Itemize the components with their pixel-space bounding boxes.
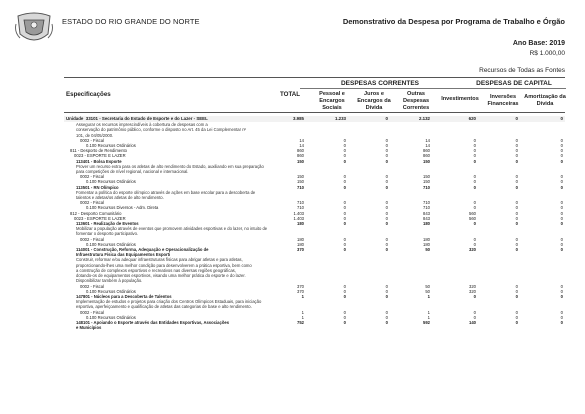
cell-inversoes: 0	[515, 184, 518, 190]
cell-investimentos: 320	[469, 247, 476, 253]
description-text: dotando-os de equipamentos esportivos, visando uma melhor prática do esporte e do lazer.	[76, 273, 246, 279]
cell-amortizacao: 0	[560, 283, 563, 289]
cell-juros: 0	[385, 179, 388, 185]
cell-amortizacao: 0	[560, 200, 563, 206]
group-despesas-correntes: DESPESAS CORRENTES	[340, 80, 420, 87]
row-label: 0.100 Recursos Ordinários	[86, 314, 136, 320]
cell-total: 14	[299, 143, 304, 149]
cell-amortizacao: 0	[560, 205, 563, 211]
cell-outras: 710	[423, 205, 430, 211]
row-label: 0002 - Fiscal	[80, 174, 104, 180]
cell-pessoal: 0	[343, 179, 346, 185]
cell-outras: 50	[425, 283, 430, 289]
cell-outras: 180	[423, 221, 430, 227]
row-label: 0.100 Recursos Ordinários	[86, 179, 136, 185]
document-title: Demonstrativo da Despesa por Programa de Trabalho e Órgão	[342, 17, 565, 26]
cell-pessoal: 0	[343, 215, 346, 221]
col-juros: Juros e Encargos da Dívida	[357, 91, 391, 111]
cell-investimentos: 140	[469, 319, 476, 325]
cell-inversoes: 0	[515, 236, 518, 242]
resource-source: Recursos de Todas as Fontes	[479, 67, 565, 74]
state-name: ESTADO DO RIO GRANDE DO NORTE	[62, 17, 200, 26]
unit-juros: 0	[348, 116, 390, 122]
unit-inversoes: 0	[478, 116, 520, 122]
description-text: 101, de 04/05/2000.	[76, 132, 114, 138]
cell-inversoes: 0	[515, 143, 518, 149]
cell-amortizacao: 0	[560, 319, 563, 325]
cell-juros: 0	[385, 153, 388, 159]
cell-outras: 150	[423, 158, 430, 164]
cell-outras: 50	[425, 288, 430, 294]
cell-total: 1	[301, 309, 304, 315]
cell-investimentos: 0	[473, 184, 476, 190]
cell-inversoes: 0	[515, 148, 518, 154]
cell-pessoal: 0	[343, 184, 346, 190]
cell-amortizacao: 0	[560, 309, 563, 315]
cell-pessoal: 0	[343, 153, 346, 159]
cell-pessoal: 0	[343, 148, 346, 154]
value-unit: R$ 1.000,00	[529, 50, 565, 57]
cell-outras: 710	[423, 200, 430, 206]
description-text: Prover um recurso extra para os atletas de alto rendimento do Estado, auxiliando em sua preparação	[76, 163, 264, 169]
cell-investimentos: 0	[473, 158, 476, 164]
row-label: 0.100 Recursos Ordinários	[86, 241, 136, 247]
cell-outras: 843	[423, 215, 430, 221]
cell-amortizacao: 0	[560, 221, 563, 227]
cell-juros: 0	[385, 309, 388, 315]
cell-investimentos: 0	[473, 314, 476, 320]
unit-name: 33101 - Secretaria do Estado de Esporte e do Lazer - SEEL	[85, 116, 208, 121]
cell-juros: 0	[385, 215, 388, 221]
cell-total: 710	[297, 184, 304, 190]
col-investimentos: Investimentos	[441, 96, 479, 102]
cell-pessoal: 0	[343, 200, 346, 206]
col-outras: Outras Despesas Correntes	[402, 91, 430, 111]
cell-juros: 0	[385, 236, 388, 242]
cell-inversoes: 0	[515, 174, 518, 180]
row-label: 811 - Desporto de Rendimento	[70, 148, 127, 154]
cell-investimentos: 0	[473, 309, 476, 315]
cell-total: 752	[297, 319, 304, 325]
cell-inversoes: 0	[515, 314, 518, 320]
cell-outras: 860	[423, 153, 430, 159]
unit-outras: 2.132	[390, 116, 432, 122]
cell-pessoal: 0	[343, 247, 346, 253]
cell-amortizacao: 0	[560, 153, 563, 159]
cell-investimentos: 320	[469, 288, 476, 294]
cell-amortizacao: 0	[560, 247, 563, 253]
cell-juros: 0	[385, 314, 388, 320]
cell-amortizacao: 0	[560, 293, 563, 299]
cell-total: 14	[299, 137, 304, 143]
cell-inversoes	[478, 325, 520, 330]
cell-total: 1	[301, 293, 304, 299]
row-label: 113601 - Realização de Eventos	[76, 221, 139, 227]
cell-juros: 0	[385, 221, 388, 227]
cell-total	[260, 325, 306, 330]
cell-outras: 710	[423, 184, 430, 190]
cell-inversoes: 0	[515, 210, 518, 216]
col-inversoes: Inversões Financeiras	[487, 94, 519, 107]
row-label: 0002 - Fiscal	[80, 236, 104, 242]
cell-outras: 1	[427, 293, 430, 299]
description-text: para competições de nível regional, nacional e internacional.	[76, 169, 189, 175]
cell-pessoal: 0	[343, 205, 346, 211]
cell-inversoes: 0	[515, 309, 518, 315]
row-label: e Municípios	[76, 325, 102, 331]
row-label: 0002 - Fiscal	[80, 283, 104, 289]
state-crest-icon	[14, 10, 54, 46]
cell-juros: 0	[385, 148, 388, 154]
cell-amortizacao: 0	[560, 137, 563, 143]
cell-total: 710	[297, 200, 304, 206]
cell-total: 1.403	[293, 210, 304, 216]
cell-outras: 180	[423, 241, 430, 247]
unit-pessoal: 1.233	[306, 116, 348, 122]
description-text: Construir, reformar e/ou adequar infraestruturas físicas para abrigar atletas e para atletas,	[76, 257, 243, 263]
description-text: Disponibilizar também à população.	[76, 278, 143, 284]
cell-inversoes: 0	[515, 137, 518, 143]
cell-inversoes: 0	[515, 283, 518, 289]
cell-total: 150	[297, 179, 304, 185]
cell-amortizacao: 0	[560, 179, 563, 185]
cell-pessoal: 0	[343, 221, 346, 227]
cell-juros: 0	[385, 210, 388, 216]
row-label: 0023 - ESPORTE E LAZER	[74, 153, 126, 159]
row-label: 0023 - ESPORTE E LAZER	[74, 215, 126, 221]
cell-juros	[348, 325, 390, 330]
unit-amortizacao: 0	[520, 116, 565, 122]
description-text: conservação do patrimônio público, conforme o disposto no Art. 45 da Lei Complementar nº	[76, 127, 247, 133]
cell-outras: 14	[425, 143, 430, 149]
row-label: 113401 - Bolsa Esporte	[76, 158, 122, 164]
row-label: Infraestrutura Física das Equipamentos Esporti	[76, 252, 171, 258]
header-top-rule	[64, 77, 565, 78]
cell-pessoal	[306, 325, 348, 330]
cell-outras: 50	[425, 247, 430, 253]
cell-juros: 0	[385, 184, 388, 190]
description-text: Assegurar os recursos imprescindíveis à cobertura de despesas com a	[76, 122, 208, 128]
cell-amortizacao	[520, 325, 565, 330]
cell-inversoes: 0	[515, 205, 518, 211]
cell-pessoal: 0	[343, 283, 346, 289]
cell-investimentos: 0	[473, 200, 476, 206]
cell-inversoes: 0	[515, 179, 518, 185]
cell-juros: 0	[385, 293, 388, 299]
cell-pessoal: 0	[343, 309, 346, 315]
cell-amortizacao: 0	[560, 148, 563, 154]
cell-pessoal: 0	[343, 293, 346, 299]
cell-pessoal: 0	[343, 319, 346, 325]
cell-pessoal: 0	[343, 137, 346, 143]
action-row	[64, 325, 565, 330]
cell-total: 1.403	[293, 215, 304, 221]
cell-juros: 0	[385, 174, 388, 180]
cell-amortizacao: 0	[560, 174, 563, 180]
cell-juros: 0	[385, 158, 388, 164]
cell-pessoal: 0	[343, 288, 346, 294]
cell-total: 180	[297, 236, 304, 242]
cell-amortizacao: 0	[560, 143, 563, 149]
cell-inversoes: 0	[515, 247, 518, 253]
cell-amortizacao: 0	[560, 158, 563, 164]
cell-outras: 843	[423, 210, 430, 216]
header-bottom-rule	[64, 112, 565, 113]
cell-investimentos: 0	[473, 241, 476, 247]
ano-base: Ano Base: 2019	[512, 40, 565, 47]
cell-total: 370	[297, 288, 304, 294]
row-label: 113501 - RN Olímpico	[76, 184, 119, 190]
cell-investimentos: 0	[473, 174, 476, 180]
description-text: Mobilizar a população através de eventos que promovem atividades esportivas e do lazer, no intuito de	[76, 226, 268, 232]
cell-inversoes: 0	[515, 215, 518, 221]
cell-juros: 0	[385, 283, 388, 289]
cell-total: 150	[297, 158, 304, 164]
col-pessoal: Pessoal e Encargos Sociais	[319, 91, 345, 111]
cell-total: 1	[301, 314, 304, 320]
row-label: 148101 - Apoiando o Esporte através das Entidades Esportivas, Associações	[76, 319, 230, 325]
cell-juros: 0	[385, 137, 388, 143]
cell-outras: 860	[423, 148, 430, 154]
group-rule	[300, 88, 566, 89]
cell-amortizacao: 0	[560, 215, 563, 221]
cell-amortizacao: 0	[560, 184, 563, 190]
cell-total: 180	[297, 221, 304, 227]
cell-amortizacao: 0	[560, 210, 563, 216]
cell-total: 150	[297, 174, 304, 180]
cell-inversoes: 0	[515, 153, 518, 159]
cell-total: 370	[297, 283, 304, 289]
cell-outras: 150	[423, 174, 430, 180]
cell-outras: 150	[423, 179, 430, 185]
cell-total: 860	[297, 148, 304, 154]
cell-pessoal: 0	[343, 241, 346, 247]
cell-outras: 180	[423, 236, 430, 242]
unit-label: Unidade	[66, 116, 84, 121]
cell-inversoes: 0	[515, 293, 518, 299]
unit-investimentos: 620	[432, 116, 478, 122]
description-text: proporcionando-lhes uma melhor condição para desenvolverem a prática esportiva, bem como	[76, 262, 252, 268]
cell-total: 180	[297, 241, 304, 247]
cell-inversoes: 0	[515, 319, 518, 325]
description-text: esportiva, aperfeiçoamento e qualificação de atletas das categorias de base e alto rendimento.	[76, 304, 252, 310]
cell-investimentos: 560	[469, 215, 476, 221]
cell-investimentos: 0	[473, 205, 476, 211]
description-text: Implementação de estudos e projetos para criação dos Centros Olímpicos Estaduais, para iniciação	[76, 299, 262, 305]
cell-investimentos: 0	[473, 148, 476, 154]
cell-juros: 0	[385, 241, 388, 247]
cell-outras: 1	[427, 309, 430, 315]
row-label: 0.100 Recursos Ordinários	[86, 143, 136, 149]
cell-inversoes: 0	[515, 288, 518, 294]
cell-outras	[390, 325, 432, 330]
cell-juros: 0	[385, 247, 388, 253]
unit-total: 3.985	[260, 116, 306, 122]
cell-juros: 0	[385, 200, 388, 206]
cell-investimentos: 0	[473, 236, 476, 242]
col-especificacoes: Especificações	[66, 91, 111, 98]
row-label: 114001 - Construção, Reforma, Adequação e Operacionalização de	[76, 247, 209, 253]
cell-amortizacao: 0	[560, 314, 563, 320]
cell-investimentos: 0	[473, 221, 476, 227]
description-text: Fomentar a política do esporte olímpico através de ações em base escolar para a descoberta de	[76, 189, 256, 195]
row-label: 812 - Desporto Comunitário	[70, 210, 122, 216]
cell-investimentos: 560	[469, 210, 476, 216]
cell-inversoes: 0	[515, 200, 518, 206]
col-amortizacao: Amortização da Dívida	[524, 94, 566, 107]
cell-pessoal: 0	[343, 143, 346, 149]
cell-investimentos: 0	[473, 153, 476, 159]
cell-pessoal: 0	[343, 314, 346, 320]
cell-inversoes: 0	[515, 241, 518, 247]
cell-investimentos: 0	[473, 143, 476, 149]
cell-amortizacao: 0	[560, 236, 563, 242]
row-label: 147801 - Núcleos para a Descoberta de Talentos	[76, 293, 172, 299]
group-despesas-capital: DESPESAS DE CAPITAL	[476, 80, 552, 87]
cell-juros: 0	[385, 143, 388, 149]
cell-total: 860	[297, 153, 304, 159]
cell-amortizacao: 0	[560, 241, 563, 247]
row-label: 0002 - Fiscal	[80, 309, 104, 315]
cell-pessoal: 0	[343, 236, 346, 242]
cell-amortizacao: 0	[560, 288, 563, 294]
description-text: a construção de complexos esportivos e recreativos nas diversas regiões geográficas,	[76, 267, 236, 273]
cell-outras: 592	[423, 319, 430, 325]
expense-table	[64, 116, 565, 330]
cell-inversoes: 0	[515, 221, 518, 227]
description-text: talentos e atletas/os atletas de alto rendimento.	[76, 195, 164, 201]
cell-juros: 0	[385, 319, 388, 325]
row-label: 0.100 Recursos Diversos - Adm. Direta	[86, 205, 159, 211]
cell-investimentos: 0	[473, 293, 476, 299]
cell-total: 370	[297, 247, 304, 253]
cell-pessoal: 0	[343, 174, 346, 180]
cell-investimentos	[432, 325, 478, 330]
row-label: 0002 - Fiscal	[80, 137, 104, 143]
col-total: TOTAL	[279, 91, 301, 98]
cell-investimentos: 0	[473, 179, 476, 185]
cell-investimentos: 320	[469, 283, 476, 289]
cell-inversoes: 0	[515, 158, 518, 164]
cell-outras: 14	[425, 137, 430, 143]
cell-investimentos: 0	[473, 137, 476, 143]
cell-pessoal: 0	[343, 158, 346, 164]
cell-juros: 0	[385, 205, 388, 211]
row-label: 0002 - Fiscal	[80, 200, 104, 206]
description-text: fomentar o desporto participativo.	[76, 231, 139, 237]
cell-total: 710	[297, 205, 304, 211]
cell-pessoal: 0	[343, 210, 346, 216]
row-label: 0.100 Recursos Ordinários	[86, 288, 136, 294]
cell-outras: 1	[427, 314, 430, 320]
cell-juros: 0	[385, 288, 388, 294]
